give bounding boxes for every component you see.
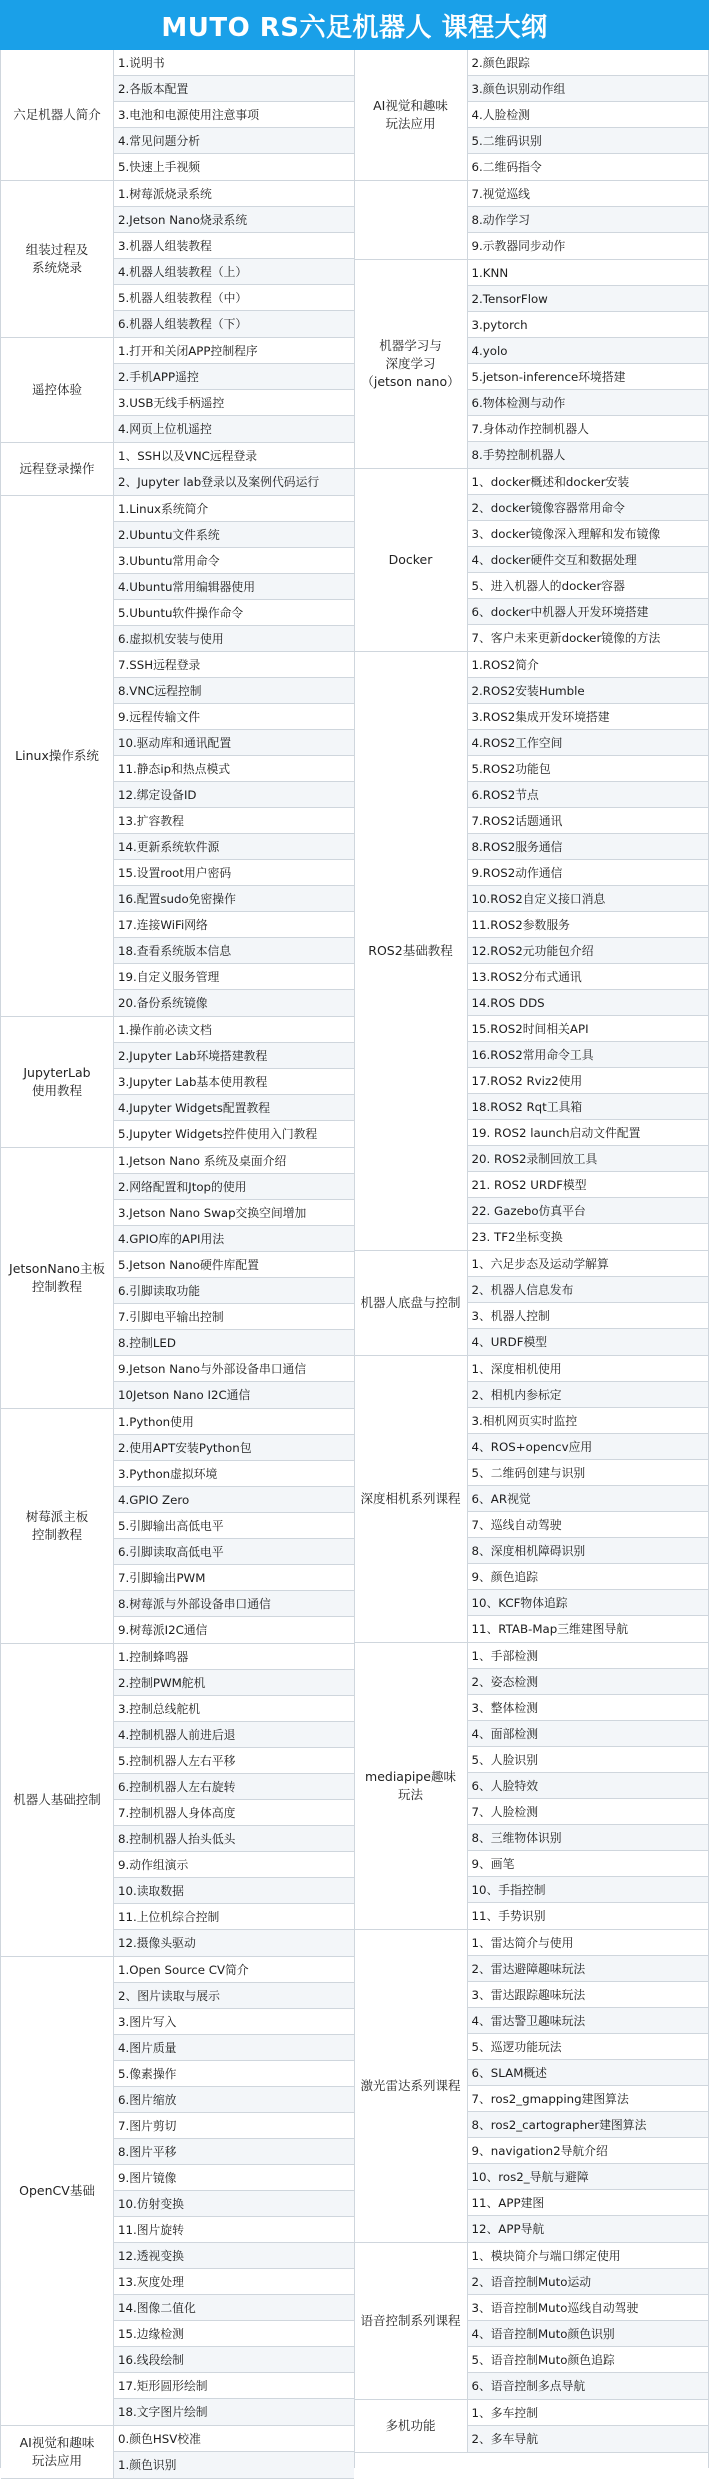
lesson-item: 18.查看系统版本信息 xyxy=(114,938,354,964)
lesson-item: 15.设置root用户密码 xyxy=(114,860,354,886)
lesson-item: 4、URDF模型 xyxy=(468,1329,709,1355)
lesson-item: 1.树莓派烧录系统 xyxy=(114,181,354,207)
lesson-item: 1、多车控制 xyxy=(468,2400,709,2426)
lesson-item: 6.物体检测与动作 xyxy=(468,390,709,416)
lesson-item: 2、多车导航 xyxy=(468,2426,709,2452)
lesson-item: 7、人脸检测 xyxy=(468,1799,709,1825)
lesson-item: 6、语音控制多点导航 xyxy=(468,2373,709,2399)
lesson-item: 9.树莓派I2C通信 xyxy=(114,1617,354,1643)
lesson-list xyxy=(468,1251,709,1355)
section-title: ROS2基础教程 xyxy=(355,652,468,1250)
lesson-item: 2、图片读取与展示 xyxy=(114,1983,354,2009)
course-section xyxy=(1,1017,354,1148)
lesson-item: 19. ROS2 launch启动文件配置 xyxy=(468,1120,709,1146)
lesson-item: 9.图片镜像 xyxy=(114,2165,354,2191)
course-section xyxy=(355,181,709,260)
lesson-item: 10、KCF物体追踪 xyxy=(468,1590,709,1616)
lesson-item: 5.jetson-inference环境搭建 xyxy=(468,364,709,390)
lesson-item: 5、语音控制Muto颜色追踪 xyxy=(468,2347,709,2373)
lesson-item: 6.二维码指令 xyxy=(468,154,709,180)
course-section xyxy=(355,1930,709,2243)
lesson-item: 2.ROS2安装Humble xyxy=(468,678,709,704)
course-section xyxy=(1,338,354,443)
lesson-item: 2.TensorFlow xyxy=(468,286,709,312)
outline-table xyxy=(0,50,709,2468)
lesson-item: 5.Ubuntu软件操作命令 xyxy=(114,600,354,626)
lesson-item: 3.ROS2集成开发环境搭建 xyxy=(468,704,709,730)
lesson-item: 11.上位机综合控制 xyxy=(114,1904,354,1930)
lesson-item: 11、APP建图 xyxy=(468,2190,709,2216)
lesson-item: 12.ROS2元功能包介绍 xyxy=(468,938,709,964)
lesson-item: 2.Jupyter Lab环境搭建教程 xyxy=(114,1043,354,1069)
section-title: OpenCV基础 xyxy=(1,1957,114,2425)
lesson-item: 1、模块简介与端口绑定使用 xyxy=(468,2243,709,2269)
section-title: 六足机器人简介 xyxy=(1,50,114,180)
lesson-item: 2.控制PWM舵机 xyxy=(114,1670,354,1696)
lesson-item: 3.控制总线舵机 xyxy=(114,1696,354,1722)
left-column xyxy=(0,50,354,2468)
lesson-item: 1、深度相机使用 xyxy=(468,1356,709,1382)
course-section xyxy=(1,1409,354,1644)
course-section xyxy=(355,652,709,1251)
lesson-item: 8、三维物体识别 xyxy=(468,1825,709,1851)
lesson-item: 18.ROS2 Rqt工具箱 xyxy=(468,1094,709,1120)
lesson-item: 4.网页上位机遥控 xyxy=(114,416,354,442)
lesson-list xyxy=(468,1930,709,2242)
lesson-list xyxy=(468,652,709,1250)
lesson-list xyxy=(114,50,354,180)
lesson-item: 1.操作前必读文档 xyxy=(114,1017,354,1043)
lesson-item: 5.机器人组装教程（中） xyxy=(114,285,354,311)
lesson-list xyxy=(114,443,354,495)
lesson-item: 11.ROS2参数服务 xyxy=(468,912,709,938)
section-title: AI视觉和趣味 玩法应用 xyxy=(1,2426,114,2478)
lesson-item: 10.驱动库和通讯配置 xyxy=(114,730,354,756)
lesson-list xyxy=(114,496,354,1016)
lesson-item: 19.自定义服务管理 xyxy=(114,964,354,990)
lesson-item: 8.树莓派与外部设备串口通信 xyxy=(114,1591,354,1617)
lesson-item: 1、docker概述和docker安装 xyxy=(468,469,709,495)
lesson-item: 1.控制蜂鸣器 xyxy=(114,1644,354,1670)
course-section xyxy=(355,2243,709,2400)
lesson-item: 22. Gazebo仿真平台 xyxy=(468,1198,709,1224)
lesson-item: 2、姿态检测 xyxy=(468,1669,709,1695)
lesson-item: 3、雷达跟踪趣味玩法 xyxy=(468,1982,709,2008)
lesson-item: 5.像素操作 xyxy=(114,2061,354,2087)
lesson-item: 1.Linux系统简介 xyxy=(114,496,354,522)
lesson-item: 8.ROS2服务通信 xyxy=(468,834,709,860)
lesson-item: 4.GPIO库的API用法 xyxy=(114,1226,354,1252)
lesson-item: 3.机器人组装教程 xyxy=(114,233,354,259)
lesson-item: 12.摄像头驱动 xyxy=(114,1930,354,1956)
lesson-item: 6.机器人组装教程（下） xyxy=(114,311,354,337)
lesson-item: 3.Ubuntu常用命令 xyxy=(114,548,354,574)
lesson-item: 6.控制机器人左右旋转 xyxy=(114,1774,354,1800)
lesson-item: 7.引脚电平输出控制 xyxy=(114,1304,354,1330)
lesson-item: 8、ros2_cartographer建图算法 xyxy=(468,2112,709,2138)
lesson-item: 2、雷达避障趣味玩法 xyxy=(468,1956,709,1982)
lesson-item: 17.矩形圆形绘制 xyxy=(114,2373,354,2399)
lesson-item: 1、SSH以及VNC远程登录 xyxy=(114,443,354,469)
lesson-item: 7、ros2_gmapping建图算法 xyxy=(468,2086,709,2112)
lesson-item: 5、巡逻功能玩法 xyxy=(468,2034,709,2060)
course-section xyxy=(1,50,354,181)
section-title: 激光雷达系列课程 xyxy=(355,1930,468,2242)
section-title xyxy=(355,181,468,259)
course-section xyxy=(355,260,709,469)
lesson-item: 1、六足步态及运动学解算 xyxy=(468,1251,709,1277)
lesson-item: 14.ROS DDS xyxy=(468,990,709,1016)
lesson-item: 15.边缘检测 xyxy=(114,2321,354,2347)
lesson-item: 6.ROS2节点 xyxy=(468,782,709,808)
lesson-item: 5、二维码创建与识别 xyxy=(468,1460,709,1486)
lesson-item: 1.KNN xyxy=(468,260,709,286)
lesson-item: 21. ROS2 URDF模型 xyxy=(468,1172,709,1198)
course-section xyxy=(1,496,354,1017)
lesson-item: 4、语音控制Muto颜色识别 xyxy=(468,2321,709,2347)
lesson-item: 4.图片质量 xyxy=(114,2035,354,2061)
lesson-item: 1.Python使用 xyxy=(114,1409,354,1435)
lesson-item: 5.引脚输出高低电平 xyxy=(114,1513,354,1539)
right-column xyxy=(354,50,709,2468)
lesson-list xyxy=(114,1017,354,1147)
lesson-list xyxy=(468,469,709,651)
lesson-item: 5.控制机器人左右平移 xyxy=(114,1748,354,1774)
section-title: 机器人底盘与控制 xyxy=(355,1251,468,1355)
course-section xyxy=(1,2426,354,2479)
section-title: JetsonNano主板 控制教程 xyxy=(1,1148,114,1408)
lesson-item: 1、手部检测 xyxy=(468,1643,709,1669)
course-section xyxy=(355,1643,709,1930)
lesson-item: 2、相机内参标定 xyxy=(468,1382,709,1408)
lesson-item: 10、ros2_导航与避障 xyxy=(468,2164,709,2190)
lesson-item: 13.扩容教程 xyxy=(114,808,354,834)
lesson-item: 3、机器人控制 xyxy=(468,1303,709,1329)
lesson-item: 14.图像二值化 xyxy=(114,2295,354,2321)
course-section xyxy=(1,1957,354,2426)
lesson-item: 8.控制机器人抬头低头 xyxy=(114,1826,354,1852)
lesson-item: 2、语音控制Muto运动 xyxy=(468,2269,709,2295)
lesson-item: 1.Jetson Nano 系统及桌面介绍 xyxy=(114,1148,354,1174)
lesson-item: 16.ROS2常用命令工具 xyxy=(468,1042,709,1068)
lesson-item: 9、navigation2导航介绍 xyxy=(468,2138,709,2164)
lesson-item: 2.颜色跟踪 xyxy=(468,50,709,76)
lesson-item: 2.手机APP遥控 xyxy=(114,364,354,390)
lesson-item: 6、AR视觉 xyxy=(468,1486,709,1512)
lesson-item: 16.配置sudo免密操作 xyxy=(114,886,354,912)
section-title: 深度相机系列课程 xyxy=(355,1356,468,1642)
lesson-item: 5.Jupyter Widgets控件使用入门教程 xyxy=(114,1121,354,1147)
course-section xyxy=(355,2400,709,2453)
lesson-item: 15.ROS2时间相关API xyxy=(468,1016,709,1042)
lesson-item: 0.颜色HSV校准 xyxy=(114,2426,354,2452)
lesson-item: 1、雷达简介与使用 xyxy=(468,1930,709,1956)
section-title: Linux操作系统 xyxy=(1,496,114,1016)
lesson-item: 4.人脸检测 xyxy=(468,102,709,128)
lesson-item: 3.Python虚拟环境 xyxy=(114,1461,354,1487)
lesson-list xyxy=(114,181,354,337)
lesson-item: 2、机器人信息发布 xyxy=(468,1277,709,1303)
lesson-item: 3.电池和电源使用注意事项 xyxy=(114,102,354,128)
lesson-item: 3.颜色识别动作组 xyxy=(468,76,709,102)
lesson-item: 5、人脸识别 xyxy=(468,1747,709,1773)
lesson-item: 9.动作组演示 xyxy=(114,1852,354,1878)
lesson-item: 6、docker中机器人开发环境搭建 xyxy=(468,599,709,625)
section-title: 机器人基础控制 xyxy=(1,1644,114,1956)
lesson-item: 7.控制机器人身体高度 xyxy=(114,1800,354,1826)
course-section xyxy=(1,443,354,496)
lesson-item: 6、人脸特效 xyxy=(468,1773,709,1799)
lesson-item: 10.读取数据 xyxy=(114,1878,354,1904)
lesson-list xyxy=(468,1643,709,1929)
lesson-item: 17.连接WiFi网络 xyxy=(114,912,354,938)
lesson-item: 6.图片缩放 xyxy=(114,2087,354,2113)
lesson-list xyxy=(114,338,354,442)
lesson-item: 9.示教器同步动作 xyxy=(468,233,709,259)
course-section xyxy=(355,469,709,652)
lesson-item: 11.图片旋转 xyxy=(114,2217,354,2243)
section-title: 遥控体验 xyxy=(1,338,114,442)
section-title: AI视觉和趣味 玩法应用 xyxy=(355,50,468,180)
section-title: 组装过程及 系统烧录 xyxy=(1,181,114,337)
lesson-item: 5.ROS2功能包 xyxy=(468,756,709,782)
lesson-item: 13.灰度处理 xyxy=(114,2269,354,2295)
lesson-item: 5、进入机器人的docker容器 xyxy=(468,573,709,599)
lesson-item: 6、SLAM概述 xyxy=(468,2060,709,2086)
lesson-item: 9.ROS2动作通信 xyxy=(468,860,709,886)
lesson-item: 3.Jetson Nano Swap交换空间增加 xyxy=(114,1200,354,1226)
section-title: 语音控制系列课程 xyxy=(355,2243,468,2399)
lesson-item: 8.手势控制机器人 xyxy=(468,442,709,468)
lesson-list xyxy=(468,181,709,259)
lesson-item: 2.使用APT安装Python包 xyxy=(114,1435,354,1461)
lesson-item: 8.VNC远程控制 xyxy=(114,678,354,704)
lesson-item: 2.Ubuntu文件系统 xyxy=(114,522,354,548)
course-section xyxy=(1,1148,354,1409)
lesson-item: 9.Jetson Nano与外部设备串口通信 xyxy=(114,1356,354,1382)
lesson-item: 1.ROS2简介 xyxy=(468,652,709,678)
section-title: Docker xyxy=(355,469,468,651)
lesson-item: 1.说明书 xyxy=(114,50,354,76)
lesson-item: 7.视觉巡线 xyxy=(468,181,709,207)
lesson-item: 4.控制机器人前进后退 xyxy=(114,1722,354,1748)
lesson-item: 4.常见问题分析 xyxy=(114,128,354,154)
lesson-item: 7.图片剪切 xyxy=(114,2113,354,2139)
lesson-list xyxy=(114,2426,354,2478)
lesson-item: 11.静态ip和热点模式 xyxy=(114,756,354,782)
lesson-list xyxy=(468,50,709,180)
lesson-item: 4.机器人组装教程（上） xyxy=(114,259,354,285)
lesson-item: 6.虚拟机安装与使用 xyxy=(114,626,354,652)
course-section xyxy=(1,181,354,338)
lesson-item: 12、APP导航 xyxy=(468,2216,709,2242)
lesson-item: 1.打开和关闭APP控制程序 xyxy=(114,338,354,364)
lesson-item: 6.引脚读取功能 xyxy=(114,1278,354,1304)
lesson-item: 4、ROS+opencv应用 xyxy=(468,1434,709,1460)
lesson-item: 7.ROS2话题通讯 xyxy=(468,808,709,834)
lesson-item: 8.控制LED xyxy=(114,1330,354,1356)
lesson-item: 7、客户未来更新docker镜像的方法 xyxy=(468,625,709,651)
lesson-list xyxy=(468,2243,709,2399)
lesson-item: 7.身体动作控制机器人 xyxy=(468,416,709,442)
lesson-item: 20. ROS2录制回放工具 xyxy=(468,1146,709,1172)
lesson-list xyxy=(114,1957,354,2425)
lesson-item: 4.Ubuntu常用编辑器使用 xyxy=(114,574,354,600)
lesson-item: 4.Jupyter Widgets配置教程 xyxy=(114,1095,354,1121)
lesson-item: 4.yolo xyxy=(468,338,709,364)
lesson-item: 20.备份系统镜像 xyxy=(114,990,354,1016)
lesson-item: 9、颜色追踪 xyxy=(468,1564,709,1590)
course-section xyxy=(355,50,709,181)
lesson-item: 9、画笔 xyxy=(468,1851,709,1877)
section-title: 树莓派主板 控制教程 xyxy=(1,1409,114,1643)
lesson-list xyxy=(114,1409,354,1643)
lesson-item: 11、RTAB-Map三维建图导航 xyxy=(468,1616,709,1642)
lesson-list xyxy=(468,1356,709,1642)
lesson-item: 5.二维码识别 xyxy=(468,128,709,154)
lesson-item: 11、手势识别 xyxy=(468,1903,709,1929)
page-title: MUTO RS六足机器人 课程大纲 xyxy=(0,0,709,50)
lesson-item: 5.Jetson Nano硬件库配置 xyxy=(114,1252,354,1278)
lesson-item: 3.图片写入 xyxy=(114,2009,354,2035)
lesson-item: 3.pytorch xyxy=(468,312,709,338)
lesson-item: 6.引脚读取高低电平 xyxy=(114,1539,354,1565)
lesson-item: 4.ROS2工作空间 xyxy=(468,730,709,756)
lesson-item: 8.动作学习 xyxy=(468,207,709,233)
lesson-item: 2、Jupyter lab登录以及案例代码运行 xyxy=(114,469,354,495)
lesson-item: 4.GPIO Zero xyxy=(114,1487,354,1513)
lesson-item: 12.透视变换 xyxy=(114,2243,354,2269)
lesson-item: 5.快速上手视频 xyxy=(114,154,354,180)
lesson-item: 13.ROS2分布式通讯 xyxy=(468,964,709,990)
lesson-item: 4、雷达警卫趣味玩法 xyxy=(468,2008,709,2034)
lesson-item: 1.颜色识别 xyxy=(114,2452,354,2478)
section-title: 机器学习与 深度学习 （jetson nano） xyxy=(355,260,468,468)
section-title: JupyterLab 使用教程 xyxy=(1,1017,114,1147)
lesson-list xyxy=(468,260,709,468)
lesson-item: 18.文字图片绘制 xyxy=(114,2399,354,2425)
lesson-item: 3.Jupyter Lab基本使用教程 xyxy=(114,1069,354,1095)
lesson-item: 10、手指控制 xyxy=(468,1877,709,1903)
lesson-item: 2、docker镜像容器常用命令 xyxy=(468,495,709,521)
lesson-item: 3、docker镜像深入理解和发布镜像 xyxy=(468,521,709,547)
lesson-item: 1.Open Source CV简介 xyxy=(114,1957,354,1983)
lesson-list xyxy=(114,1644,354,1956)
lesson-item: 2.网络配置和Jtop的使用 xyxy=(114,1174,354,1200)
course-section xyxy=(355,1251,709,1356)
section-title: mediapipe趣味玩法 xyxy=(355,1643,468,1929)
lesson-item: 12.绑定设备ID xyxy=(114,782,354,808)
lesson-item: 10.ROS2自定义接口消息 xyxy=(468,886,709,912)
lesson-item: 3.相机网页实时监控 xyxy=(468,1408,709,1434)
lesson-item: 17.ROS2 Rviz2使用 xyxy=(468,1068,709,1094)
lesson-item: 7.引脚输出PWM xyxy=(114,1565,354,1591)
lesson-list xyxy=(114,1148,354,1408)
lesson-item: 8.图片平移 xyxy=(114,2139,354,2165)
lesson-item: 10Jetson Nano I2C通信 xyxy=(114,1382,354,1408)
lesson-item: 3、整体检测 xyxy=(468,1695,709,1721)
lesson-item: 7、巡线自动驾驶 xyxy=(468,1512,709,1538)
lesson-item: 10.仿射变换 xyxy=(114,2191,354,2217)
lesson-item: 3、语音控制Muto巡线自动驾驶 xyxy=(468,2295,709,2321)
lesson-item: 23. TF2坐标变换 xyxy=(468,1224,709,1250)
lesson-item: 7.SSH远程登录 xyxy=(114,652,354,678)
lesson-item: 4、docker硬件交互和数据处理 xyxy=(468,547,709,573)
lesson-list xyxy=(468,2400,709,2452)
section-title: 多机功能 xyxy=(355,2400,468,2452)
lesson-item: 4、面部检测 xyxy=(468,1721,709,1747)
lesson-item: 9.远程传输文件 xyxy=(114,704,354,730)
section-title: 远程登录操作 xyxy=(1,443,114,495)
course-section xyxy=(1,1644,354,1957)
lesson-item: 14.更新系统软件源 xyxy=(114,834,354,860)
course-section xyxy=(355,1356,709,1643)
lesson-item: 16.线段绘制 xyxy=(114,2347,354,2373)
lesson-item: 8、深度相机障碍识别 xyxy=(468,1538,709,1564)
lesson-item: 2.Jetson Nano烧录系统 xyxy=(114,207,354,233)
lesson-item: 2.各版本配置 xyxy=(114,76,354,102)
lesson-item: 3.USB无线手柄遥控 xyxy=(114,390,354,416)
